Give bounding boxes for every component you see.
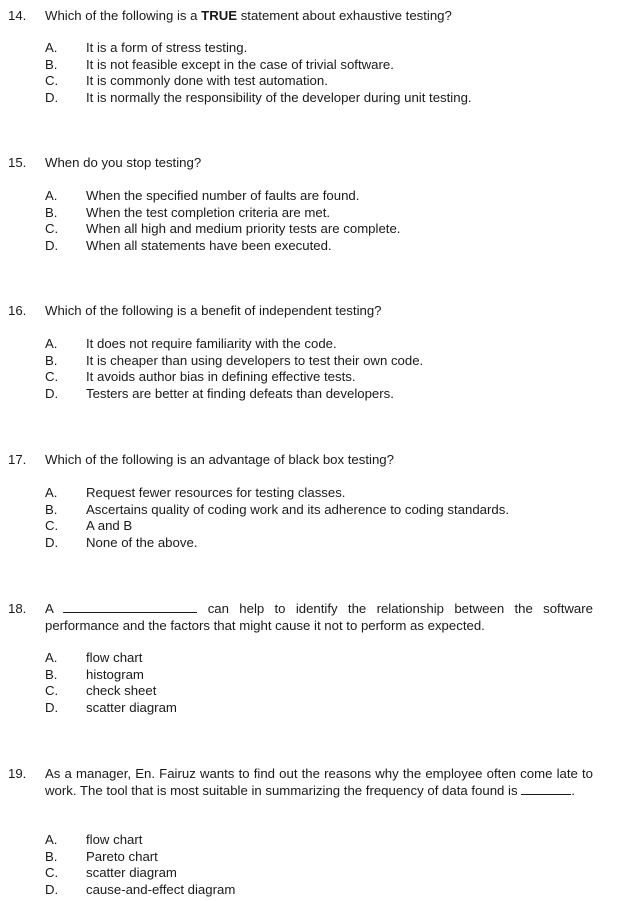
option-letter: C. <box>45 369 59 384</box>
option-c[interactable] <box>0 221 622 238</box>
option-d[interactable] <box>0 700 622 717</box>
question-number: 17. <box>8 452 27 467</box>
option-b[interactable] <box>0 502 622 519</box>
option-letter: D. <box>45 89 59 105</box>
stem-text: Which of the following is a <box>45 8 202 23</box>
option-b[interactable] <box>0 353 622 370</box>
option-text: It is commonly done with test automation. <box>86 73 328 88</box>
option-letter: B. <box>45 352 58 368</box>
option-b[interactable] <box>0 205 622 222</box>
option-text: When all statements have been executed. <box>86 237 332 253</box>
option-letter: D. <box>45 237 59 253</box>
option-text: Testers are better at finding defeats than developers. <box>86 385 394 401</box>
answer-blank[interactable] <box>521 783 571 795</box>
option-d[interactable] <box>0 882 622 899</box>
option-b[interactable] <box>0 849 622 866</box>
question-number: 15. <box>8 155 27 170</box>
option-b[interactable] <box>0 57 622 74</box>
option-text: When the test completion criteria are met. <box>86 204 331 220</box>
option-letter: C. <box>45 518 59 533</box>
option-letter: A. <box>45 40 58 55</box>
option-text: Ascertains quality of coding work and its adherence to coding standards. <box>86 501 509 517</box>
option-letter: A. <box>45 336 58 351</box>
option-a[interactable] <box>0 485 622 502</box>
option-letter: A. <box>45 650 58 665</box>
option-text: It is a form of stress testing. <box>86 40 248 55</box>
question-stem <box>45 766 593 799</box>
option-text: scatter diagram <box>86 865 177 880</box>
option-text: It does not require familiarity with the code. <box>86 336 337 351</box>
question-number: 19. <box>8 766 27 781</box>
option-letter: B. <box>45 204 58 220</box>
option-text: Request fewer resources for testing classes. <box>86 485 346 500</box>
option-letter: A. <box>45 188 58 203</box>
option-letter: D. <box>45 699 59 715</box>
option-letter: A. <box>45 485 58 500</box>
option-text: scatter diagram <box>86 699 177 715</box>
option-letter: C. <box>45 683 59 698</box>
option-text: Pareto chart <box>86 848 158 864</box>
option-text: It avoids author bias in defining effective tests. <box>86 369 356 384</box>
option-letter: B. <box>45 848 58 864</box>
option-text: When all high and medium priority tests are complete. <box>86 221 401 236</box>
stem-text: . <box>571 782 575 798</box>
option-text: It is not feasible except in the case of trivial software. <box>86 56 394 72</box>
option-d[interactable] <box>0 238 622 255</box>
option-letter: A. <box>45 832 58 847</box>
question-number: 16. <box>8 303 27 318</box>
option-c[interactable] <box>0 683 622 700</box>
option-a[interactable] <box>0 832 622 849</box>
stem-text: A <box>45 601 54 616</box>
question-stem: Which of the following is a benefit of independent testing? <box>45 303 382 318</box>
option-a[interactable] <box>0 336 622 353</box>
option-d[interactable] <box>0 90 622 107</box>
option-text: It is cheaper than using developers to test their own code. <box>86 352 424 368</box>
stem-text: statement about exhaustive testing? <box>237 8 452 23</box>
option-text: A and B <box>86 518 133 533</box>
option-text: When the specified number of faults are found. <box>86 188 360 203</box>
option-letter: C. <box>45 221 59 236</box>
option-d[interactable] <box>0 535 622 552</box>
option-text: cause-and-effect diagram <box>86 881 236 897</box>
question-number: 14. <box>8 8 27 23</box>
option-letter: D. <box>45 881 59 897</box>
option-letter: B. <box>45 56 58 72</box>
option-letter: D. <box>45 534 59 550</box>
option-letter: B. <box>45 501 58 517</box>
stem-text: can help to identify the relationship between the software performance and the factors that might cause it not to perform as expected. <box>45 601 593 633</box>
option-letter: C. <box>45 865 59 880</box>
option-c[interactable] <box>0 518 622 535</box>
question-number: 18. <box>8 601 27 616</box>
option-letter: C. <box>45 73 59 88</box>
stem-emphasis: TRUE <box>201 8 238 23</box>
option-a[interactable] <box>0 40 622 57</box>
question-stem <box>45 601 593 634</box>
question-stem: Which of the following is an advantage of black box testing? <box>45 452 394 467</box>
option-text: None of the above. <box>86 534 198 550</box>
option-a[interactable] <box>0 188 622 205</box>
answer-blank[interactable] <box>63 601 197 613</box>
question-stem: When do you stop testing? <box>45 155 202 170</box>
option-text: histogram <box>86 666 144 682</box>
option-a[interactable] <box>0 650 622 667</box>
option-text: flow chart <box>86 832 143 847</box>
option-text: It is normally the responsibility of the developer during unit testing. <box>86 89 472 105</box>
option-letter: D. <box>45 385 59 401</box>
option-c[interactable] <box>0 369 622 386</box>
option-text: check sheet <box>86 683 157 698</box>
option-c[interactable] <box>0 865 622 882</box>
option-d[interactable] <box>0 386 622 403</box>
option-text: flow chart <box>86 650 143 665</box>
question-stem <box>45 8 593 25</box>
option-c[interactable] <box>0 73 622 90</box>
option-b[interactable] <box>0 667 622 684</box>
option-letter: B. <box>45 666 58 682</box>
stem-text: As a manager, En. Fairuz wants to find out the reasons why the employee often come late to work. The tool that is most suitable in summarizing the frequency of data found is <box>45 766 593 798</box>
